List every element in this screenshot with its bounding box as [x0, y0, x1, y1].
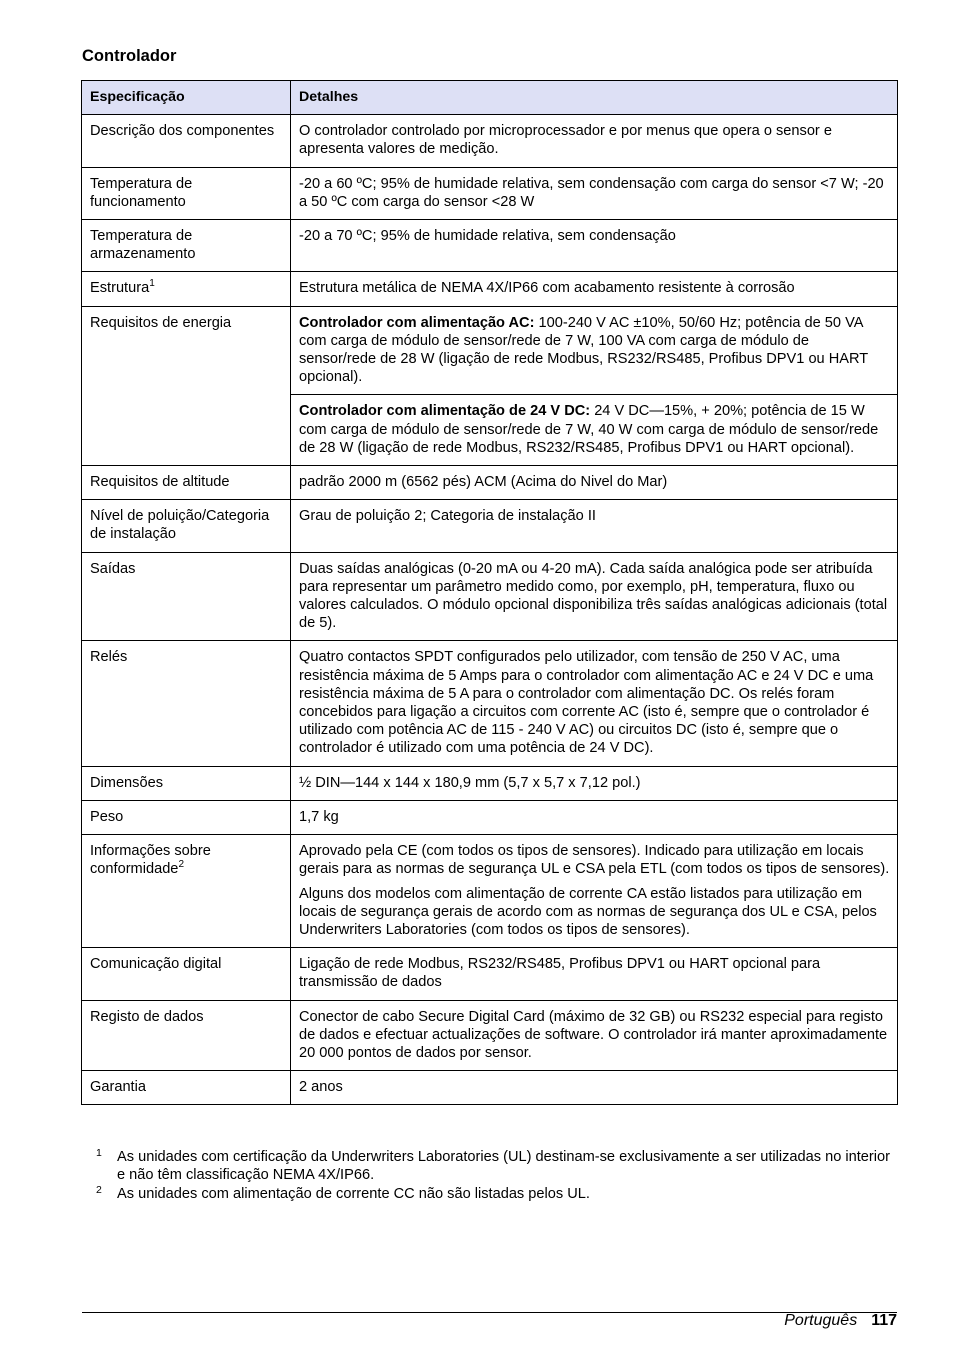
table-row — [82, 948, 898, 1000]
spec-cell: Temperatura de armazenamento — [82, 220, 291, 272]
spec-cell: Peso — [82, 800, 291, 834]
table-header-row — [82, 81, 898, 115]
details-cell — [291, 800, 898, 834]
details-text — [299, 402, 890, 457]
spec-cell: Nível de poluição/Categoria de instalação — [82, 500, 291, 552]
table-row — [82, 1000, 898, 1071]
spec-label: Estrutura — [90, 280, 150, 297]
table-row — [82, 552, 898, 641]
table-row — [82, 220, 898, 272]
details-text: Aprovado pela CE (com todos os tipos de sensores). Indicado para utilização em locais gerais para as normas de segurança UL e CSA pela ETL (com todos os tipos de sensores). — [299, 843, 890, 878]
details-cell — [291, 272, 898, 306]
details-cell — [291, 115, 898, 167]
details-text: -20 a 60 ºC; 95% de humidade relativa, sem condensação com carga do sensor <7 W; -20 a 50 ºC com carga do sensor <28 W — [299, 175, 884, 210]
table-row — [82, 272, 898, 306]
details-text — [299, 314, 890, 387]
footnote-ref: 2 — [178, 859, 184, 871]
details-text: O controlador controlado por microprocessador e por menus que opera o sensor e apresenta valores de medição. — [299, 123, 832, 158]
details-text: Conector de cabo Secure Digital Card (máximo de 32 GB) ou RS232 especial para registo de dados e efectuar actualizações de software. O controlador irá manter aproximadamente 20 000 pontos de dados por sensor. — [299, 1008, 888, 1061]
details-text: padrão 2000 m (6562 pés) ACM (Acima do Nivel do Mar) — [299, 474, 668, 491]
table-row — [82, 500, 898, 552]
spec-cell — [82, 272, 291, 306]
details-cell — [291, 1071, 898, 1105]
spec-cell: Relés — [82, 641, 291, 766]
table-row — [82, 835, 898, 948]
footnote — [96, 1148, 896, 1184]
details-cell — [291, 395, 898, 466]
footnote-ref: 1 — [149, 278, 155, 290]
footer-language: Português — [784, 1312, 858, 1329]
details-text: 1,7 kg — [299, 808, 339, 825]
spec-cell: Dimensões — [82, 766, 291, 800]
spec-cell: Requisitos de energia — [82, 306, 291, 465]
details-text: Quatro contactos SPDT configurados pelo utilizador, com tensão de 250 V AC, uma resistência máxima de 5 Amps para o controlador com alimentação AC e 24 V DC e uma resistência máxima de 5 A para o controlador com alimentação DC. Os relés foram concebidos para ligação a circuitos com corrente AC (isto é, sempre que o controlador é utilizado com potência AC de 115 - 240 V AC) ou circuitos DC (isto é, sempre que o controlador é utilizado com uma potência de 24 V DC). — [299, 649, 874, 757]
details-text: -20 a 70 ºC; 95% de humidade relativa, sem condensação — [299, 228, 676, 245]
spec-cell: Registo de dados — [82, 1000, 291, 1071]
footnote-number: 2 — [96, 1184, 102, 1197]
details-cell — [291, 466, 898, 500]
details-cell — [291, 552, 898, 641]
details-cell — [291, 1000, 898, 1071]
details-text: 2 anos — [299, 1079, 343, 1096]
table-row — [82, 766, 898, 800]
footnote-text: As unidades com certificação da Underwriters Laboratories (UL) destinam-se exclusivamente a ser utilizadas no interior e não têm classificação NEMA 4X/IP66. — [117, 1149, 891, 1184]
table-row — [82, 167, 898, 219]
table-row — [82, 800, 898, 834]
details-text: Estrutura metálica de NEMA 4X/IP66 com acabamento resistente à corrosão — [299, 280, 795, 297]
table-row — [82, 306, 898, 395]
details-text: ½ DIN—144 x 144 x 180,9 mm (5,7 x 5,7 x 7,12 pol.) — [299, 774, 641, 791]
specifications-table — [81, 80, 898, 1105]
details-cell — [291, 306, 898, 395]
footnote-text: As unidades com alimentação de corrente CC não são listadas pelos UL. — [117, 1186, 590, 1203]
spec-cell: Comunicação digital — [82, 948, 291, 1000]
details-cell — [291, 167, 898, 219]
details-cell — [291, 641, 898, 766]
details-value: 24 V DC—15%, + 20%; potência de 15 W com carga de módulo de sensor/rede de 7 W, 40 W com carga de módulo de sensor/rede de 28 W (ligação de rede Modbus, RS232/RS485, Profibus DPV1 ou HART opcional). — [299, 403, 879, 456]
page-number: 117 — [871, 1312, 897, 1329]
footnote — [96, 1185, 896, 1203]
spec-cell: Requisitos de altitude — [82, 466, 291, 500]
details-bold-label: Controlador com alimentação AC: — [299, 314, 535, 331]
spec-cell: Garantia — [82, 1071, 291, 1105]
details-cell — [291, 948, 898, 1000]
details-bold-label: Controlador com alimentação de 24 V DC: — [299, 403, 591, 420]
spec-cell — [82, 835, 291, 948]
details-cell — [291, 500, 898, 552]
column-header-specification: Especificação — [82, 81, 291, 115]
table-row — [82, 641, 898, 766]
details-cell — [291, 220, 898, 272]
spec-cell: Temperatura de funcionamento — [82, 167, 291, 219]
details-text: Grau de poluição 2; Categoria de instalação II — [299, 508, 596, 525]
footnotes — [96, 1148, 896, 1205]
table-row — [82, 1071, 898, 1105]
details-text: Alguns dos modelos com alimentação de corrente CA estão listados para utilização em locais de segurança gerais de acordo com as normas de segurança dos UL e CSA, pelos Underwriters Laboratories (com todos os tipos de sensores). — [299, 885, 877, 938]
spec-cell: Saídas — [82, 552, 291, 641]
details-text: Ligação de rede Modbus, RS232/RS485, Profibus DPV1 ou HART opcional para transmissão de dados — [299, 956, 821, 991]
footnote-number: 1 — [96, 1147, 102, 1159]
spec-label: Informações sobre conformidade — [90, 843, 211, 878]
details-value: 100-240 V AC ±10%, 50/60 Hz; potência de 50 VA com carga de módulo de sensor/rede de 7 W, 100 VA com carga de módulo de sensor/rede de 28 W (ligação de rede Modbus, RS232/RS485, Profibus DPV1 ou HART opcional). — [299, 314, 868, 386]
details-cell — [291, 835, 898, 948]
footer-divider — [82, 1312, 897, 1313]
table-row — [82, 466, 898, 500]
section-title: Controlador — [82, 47, 177, 65]
page-footer — [784, 1311, 897, 1331]
table-row — [82, 115, 898, 167]
details-text: Duas saídas analógicas (0-20 mA ou 4-20 mA). Cada saída analógica pode ser atribuída para representar um parâmetro medido como, por exemplo, pH, temperatura, fluxo ou valores calculados. O módulo opcional disponibiliza três saídas analógicas adicionais (total de 5). — [299, 560, 888, 632]
column-header-details: Detalhes — [291, 81, 898, 115]
spec-cell: Descrição dos componentes — [82, 115, 291, 167]
details-cell — [291, 766, 898, 800]
